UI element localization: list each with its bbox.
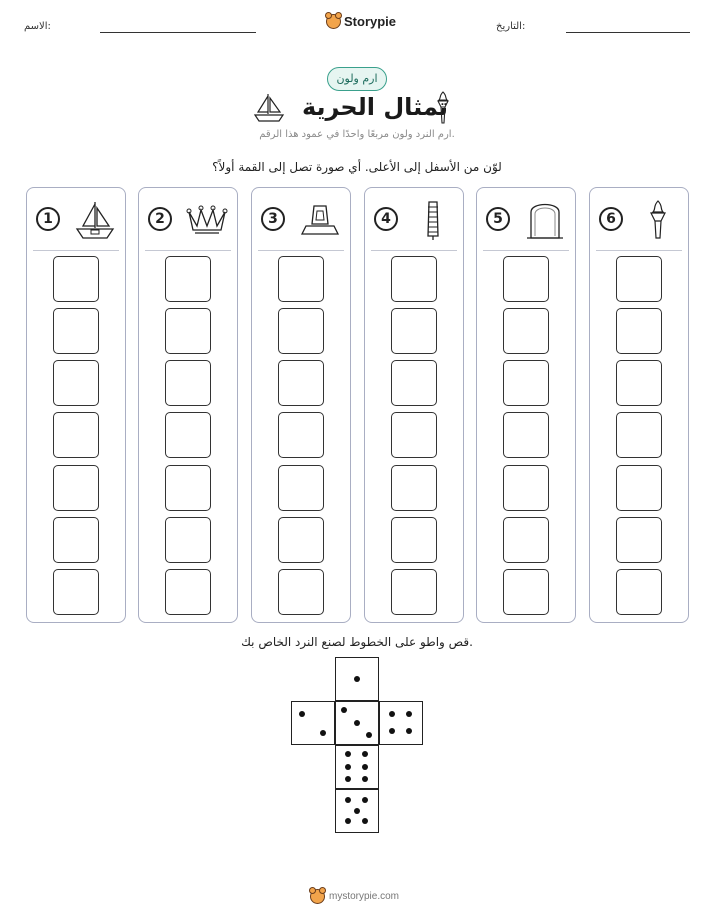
die-pip	[354, 676, 360, 682]
column-divider	[33, 250, 119, 251]
bear-icon	[310, 889, 325, 904]
column-divider	[258, 250, 344, 251]
die-pip	[362, 797, 368, 803]
color-square[interactable]	[53, 412, 99, 458]
color-square[interactable]	[503, 465, 549, 511]
color-square[interactable]	[278, 569, 324, 615]
date-label: التاريخ:	[496, 21, 526, 32]
die-pip	[366, 732, 372, 738]
die-face-5	[335, 789, 379, 833]
column-1	[26, 187, 126, 623]
color-square[interactable]	[278, 256, 324, 302]
page-title: تمثال الحرية	[301, 93, 449, 121]
footer	[310, 889, 399, 904]
die-face-2	[291, 701, 335, 745]
color-square[interactable]	[391, 412, 437, 458]
color-square[interactable]	[503, 569, 549, 615]
die-face-3	[335, 701, 379, 745]
activity-badge: ارم ولون	[327, 67, 387, 91]
die-pip	[362, 751, 368, 757]
die-pip	[354, 808, 360, 814]
die-pip	[406, 711, 412, 717]
color-square[interactable]	[616, 465, 662, 511]
color-square[interactable]	[278, 465, 324, 511]
color-square[interactable]	[165, 465, 211, 511]
color-square[interactable]	[165, 360, 211, 406]
column-divider	[145, 250, 231, 251]
color-square[interactable]	[503, 308, 549, 354]
die-pip	[345, 818, 351, 824]
color-square[interactable]	[278, 360, 324, 406]
column-number: 6	[599, 207, 623, 231]
color-square[interactable]	[391, 465, 437, 511]
column-divider	[371, 250, 457, 251]
color-square[interactable]	[165, 569, 211, 615]
column-number: 5	[486, 207, 510, 231]
column-6	[589, 187, 689, 623]
color-square[interactable]	[616, 569, 662, 615]
color-square[interactable]	[53, 465, 99, 511]
die-pip	[299, 711, 305, 717]
die-pip	[345, 751, 351, 757]
color-square[interactable]	[53, 308, 99, 354]
color-square[interactable]	[53, 360, 99, 406]
color-square[interactable]	[165, 517, 211, 563]
color-square[interactable]	[165, 256, 211, 302]
die-pip	[354, 720, 360, 726]
die-pip	[406, 728, 412, 734]
die-pip	[362, 764, 368, 770]
die-pip	[389, 711, 395, 717]
instruction: لوّن من الأسفل إلى الأعلى. أي صورة تصل إلى القمة أولاً؟	[212, 160, 502, 174]
color-square[interactable]	[391, 256, 437, 302]
torch-icon	[433, 90, 453, 126]
color-square[interactable]	[616, 360, 662, 406]
sailboat-icon	[73, 198, 117, 242]
bear-icon	[326, 14, 341, 29]
die-pip	[345, 797, 351, 803]
color-square[interactable]	[616, 517, 662, 563]
color-square[interactable]	[278, 517, 324, 563]
color-square[interactable]	[503, 412, 549, 458]
die-face-4	[379, 701, 423, 745]
tombstone-icon	[523, 198, 567, 242]
sailboat-icon	[252, 90, 286, 124]
die-face-6	[335, 745, 379, 789]
color-square[interactable]	[53, 569, 99, 615]
die-pip	[362, 818, 368, 824]
die-pip	[341, 707, 347, 713]
date-line[interactable]	[566, 32, 690, 33]
subtitle: ارم النرد ولون مربعًا واحدًا في عمود هذا الرقم.	[259, 129, 455, 140]
color-square[interactable]	[616, 256, 662, 302]
color-square[interactable]	[391, 308, 437, 354]
die-face-1	[335, 657, 379, 701]
color-square[interactable]	[616, 308, 662, 354]
column-number: 4	[374, 207, 398, 231]
color-square[interactable]	[391, 360, 437, 406]
column-divider	[596, 250, 682, 251]
color-square[interactable]	[391, 569, 437, 615]
color-square[interactable]	[53, 517, 99, 563]
column-number: 3	[261, 207, 285, 231]
column-3	[251, 187, 351, 623]
column-divider	[483, 250, 569, 251]
tablet-icon	[411, 198, 455, 242]
column-4	[364, 187, 464, 623]
color-square[interactable]	[278, 412, 324, 458]
cut-instruction: قص واطو على الخطوط لصنع النرد الخاص بك.	[241, 635, 473, 649]
column-5	[476, 187, 576, 623]
color-square[interactable]	[616, 412, 662, 458]
torch-icon	[636, 198, 680, 242]
crown-icon	[185, 198, 229, 242]
color-square[interactable]	[53, 256, 99, 302]
color-square[interactable]	[503, 360, 549, 406]
color-square[interactable]	[165, 308, 211, 354]
brand-name: Storypie	[344, 14, 397, 29]
die-pip	[320, 730, 326, 736]
die-pip	[362, 776, 368, 782]
color-square[interactable]	[503, 256, 549, 302]
die-pip	[389, 728, 395, 734]
die-pip	[345, 776, 351, 782]
color-square[interactable]	[503, 517, 549, 563]
column-2	[138, 187, 238, 623]
color-square[interactable]	[278, 308, 324, 354]
footer-url: mystorypie.com	[329, 891, 400, 902]
color-square[interactable]	[391, 517, 437, 563]
name-line[interactable]	[100, 32, 256, 33]
column-number: 1	[36, 207, 60, 231]
brand-logo	[326, 14, 396, 29]
color-square[interactable]	[165, 412, 211, 458]
pedestal-icon	[298, 198, 342, 242]
column-number: 2	[148, 207, 172, 231]
die-pip	[345, 764, 351, 770]
name-label: الاسم:	[24, 21, 51, 32]
